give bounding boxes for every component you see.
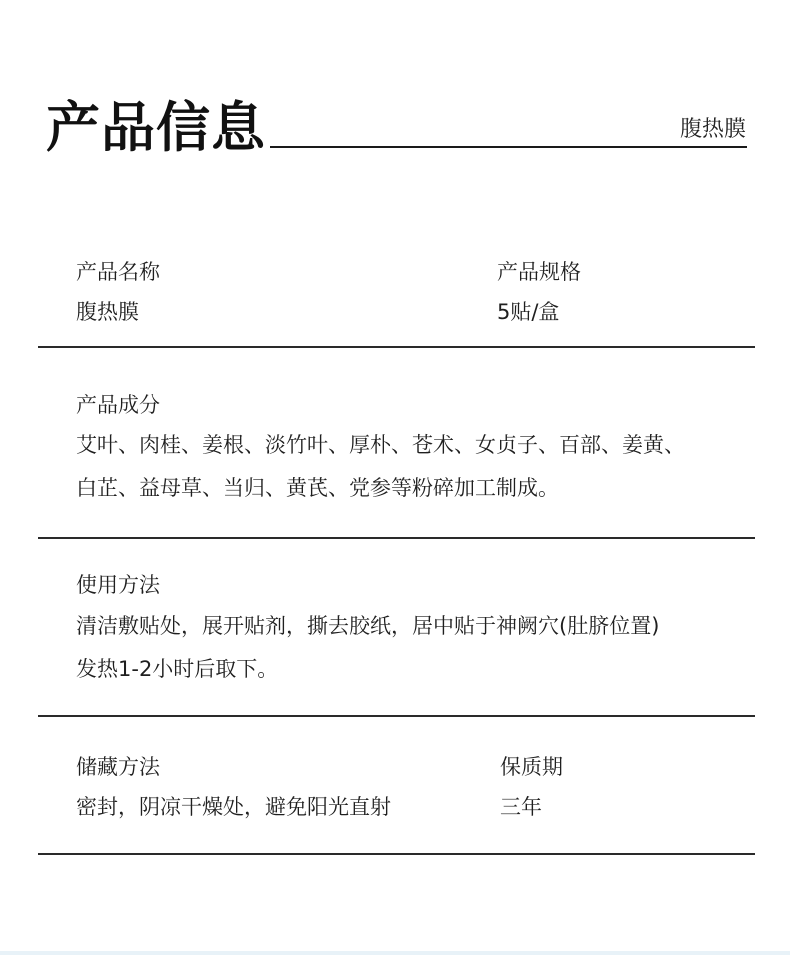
storage-label: 储藏方法 xyxy=(76,755,160,779)
page-title: 产品信息 xyxy=(46,96,266,159)
usage-text xyxy=(76,605,766,691)
usage-line: 发热1-2小时后取下。 xyxy=(76,657,279,681)
product-spec-value: 5贴/盒 xyxy=(497,300,560,324)
section-divider xyxy=(38,537,755,539)
storage-value: 密封，阴凉干燥处，避免阳光直射 xyxy=(76,795,391,819)
shelf-life-label: 保质期 xyxy=(500,755,563,779)
product-spec-label: 产品规格 xyxy=(497,260,581,284)
section-divider xyxy=(38,853,755,855)
ingredients-label: 产品成分 xyxy=(76,393,160,417)
ingredients-line: 白芷、益母草、当归、黄芪、党参等粉碎加工制成。 xyxy=(76,476,559,500)
ingredients-text xyxy=(76,424,766,510)
usage-line: 清洁敷贴处，展开贴剂，撕去胶纸，居中贴于神阙穴(肚脐位置) xyxy=(76,614,660,638)
ingredients-line: 艾叶、肉桂、姜根、淡竹叶、厚朴、苍术、女贞子、百部、姜黄、 xyxy=(76,433,685,457)
section-divider xyxy=(38,346,755,348)
product-name-label: 产品名称 xyxy=(76,260,160,284)
header-rule xyxy=(270,146,747,148)
shelf-life-value: 三年 xyxy=(500,795,542,819)
section-divider xyxy=(38,715,755,717)
usage-label: 使用方法 xyxy=(76,573,160,597)
bottom-edge-strip xyxy=(0,951,790,955)
product-name-value: 腹热膜 xyxy=(76,300,139,324)
header-product-name: 腹热膜 xyxy=(679,117,746,142)
